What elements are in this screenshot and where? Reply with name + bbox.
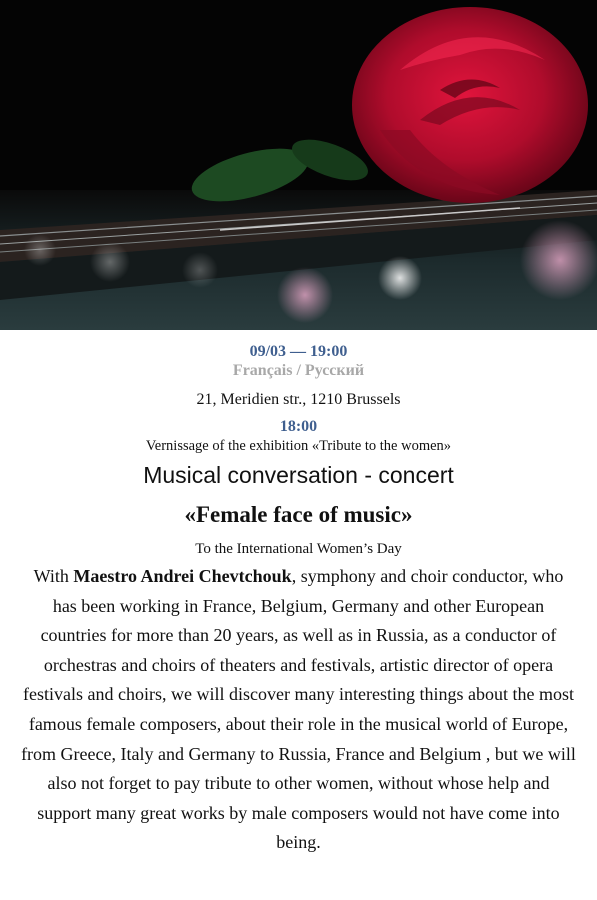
maestro-name: Maestro Andrei Chevtchouk — [73, 566, 292, 586]
concert-label: Musical conversation - concert — [143, 462, 454, 488]
event-description — [20, 562, 577, 858]
concert-title: «Female face of music» — [184, 502, 413, 527]
vernissage-time: 18:00 — [279, 418, 318, 435]
hero-image — [0, 0, 597, 330]
event-details — [0, 342, 597, 858]
description-rest: , symphony and choir conductor, who has been working in France, Belgium, Germany and other European countries for more than 20 years, as well as in Russia, as a conductor of orchestras and choirs of theaters and festivals, artistic director of opera festivals and choirs, we will discover many interesting things about the most famous female composers, about their role in the musical world of Europe, from Greece, Italy and Germany to Russia, France and Belgium , but we will also not forget to pay tribute to other women, without whose help and support many great works by male composers would not have come into being. — [21, 566, 576, 853]
event-date-time: 09/03 — 19:00 — [249, 343, 348, 360]
occasion-text: To the International Women’s Day — [195, 541, 402, 557]
event-address: 21, Meridien str., 1210 Brussels — [196, 391, 401, 408]
vernissage-text: Vernissage of the exhibition «Tribute to the women» — [145, 438, 452, 454]
event-languages: Français / Русский — [232, 362, 365, 379]
description-intro: With — [33, 566, 74, 586]
rose-photo — [0, 0, 597, 330]
